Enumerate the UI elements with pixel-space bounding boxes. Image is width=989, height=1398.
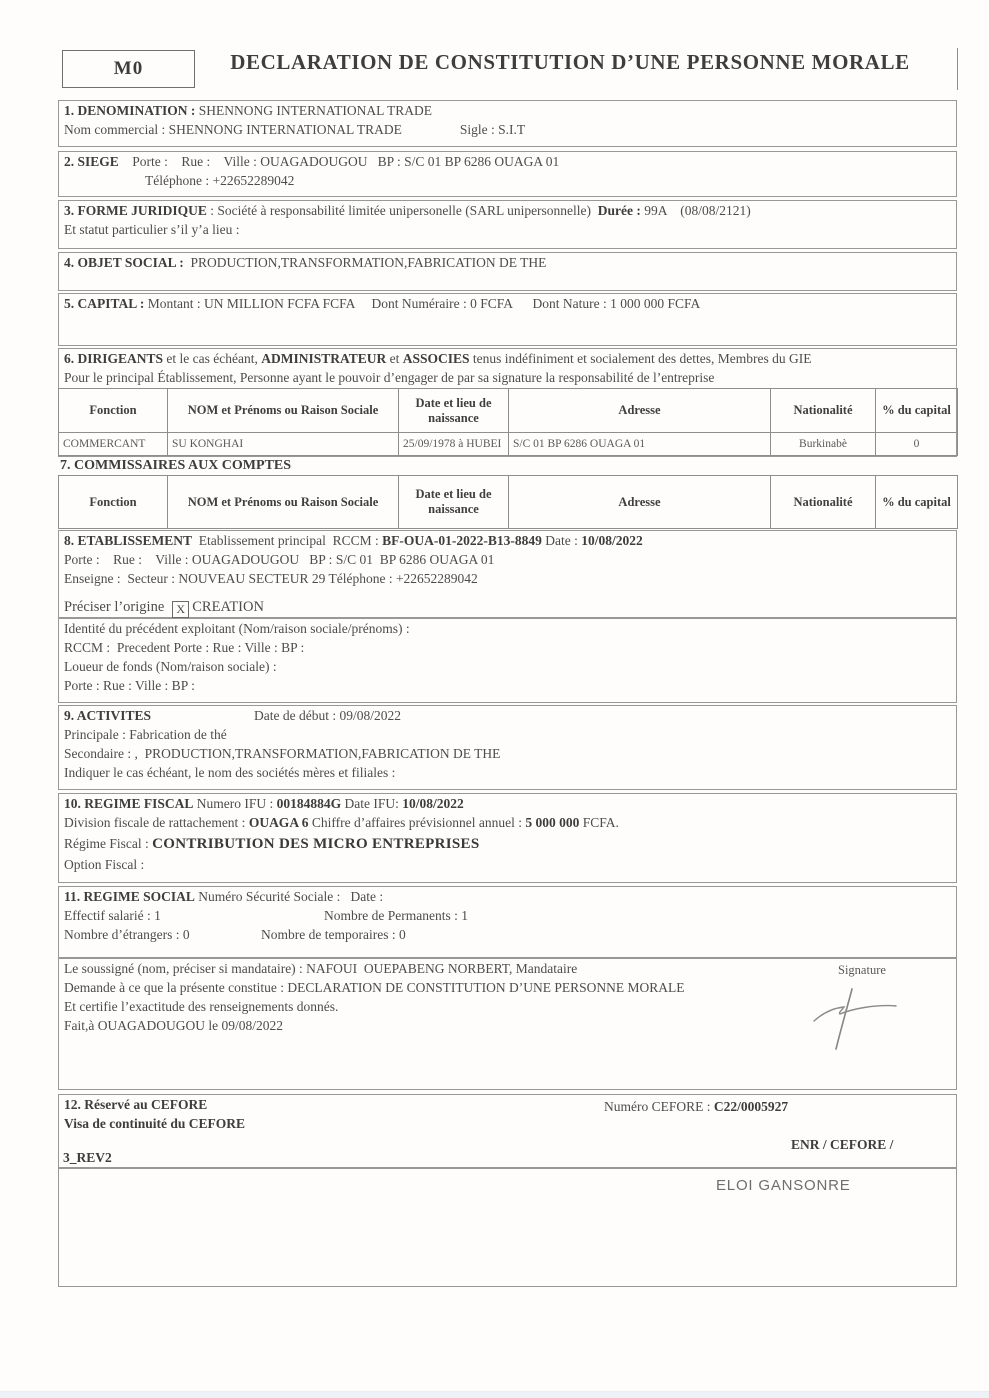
etab-line1: [59, 531, 956, 550]
etab-line3: Enseigne : Secteur : NOUVEAU SECTEUR 29 Téléphone : +22652289042: [64, 571, 478, 586]
cefore-numero: C22/0005927: [713, 1099, 789, 1114]
fiscal-regime-label: Régime Fiscal :: [64, 836, 153, 851]
dirigeants-data-row: [59, 433, 958, 456]
col-fonction: Fonction: [59, 389, 168, 433]
activites-date-debut: Date de début : 09/08/2022: [254, 708, 401, 723]
commissaires-header-row: [59, 476, 958, 529]
fiscal-line1: [59, 794, 956, 813]
section-siege: [58, 151, 957, 197]
fiscal-division-label: Division fiscale de rattachement :: [64, 815, 249, 830]
fiscal-division: OUAGA 6: [248, 815, 309, 830]
cefore-agent-name: ELOI GANSONRE: [716, 1177, 851, 1194]
capital-line1: [59, 294, 956, 313]
sigle: Sigle : S.I.T: [459, 122, 526, 137]
activites-label: 9. ACTIVITES: [64, 708, 152, 723]
precedent-line4: Porte : Rue : Ville : BP :: [64, 678, 195, 693]
fiscal-regime: CONTRIBUTION DES MICRO ENTREPRISES: [152, 836, 480, 852]
col-nom: NOM et Prénoms ou Raison Sociale: [168, 389, 399, 433]
activites-line4: Indiquer le cas échéant, le nom des sociétés mères et filiales :: [64, 765, 396, 780]
fiscal-seg4: Date IFU:: [341, 796, 403, 811]
fiscal-line3: [59, 832, 956, 855]
commissaires-table: [58, 475, 958, 529]
dirigeants-intro-line2: Pour le principal Établissement, Personne ayant le pouvoir d’engager de par sa signature la responsabilité de l’entreprise: [64, 370, 715, 385]
col-naissance: Date et lieu de naissance: [399, 389, 509, 433]
cefore-numero-label: Numéro CEFORE :: [604, 1099, 714, 1114]
cefore-line1: [59, 1095, 956, 1114]
col-adresse: Adresse: [509, 476, 771, 529]
cell-fonction: COMMERCANT: [59, 433, 168, 456]
social-line2: [59, 906, 956, 925]
col-adresse: Adresse: [509, 389, 771, 433]
fiscal-ifu: 00184884G: [276, 796, 342, 811]
dirigeants-intro-seg4: et: [386, 351, 403, 366]
social-label: 11. REGIME SOCIAL: [64, 889, 195, 904]
social-temporaires: Nombre de temporaires : 0: [261, 927, 406, 942]
precedent-line1: Identité du précédent exploitant (Nom/raison sociale/prénoms) :: [64, 621, 410, 636]
cefore-rev: 3_REV2: [63, 1150, 112, 1165]
fiscal-line4: Option Fiscal :: [64, 857, 145, 872]
col-fonction: Fonction: [59, 476, 168, 529]
cefore-numero-line: [604, 1098, 788, 1116]
duree-label: Durée :: [597, 203, 645, 218]
capital-label: 5. CAPITAL :: [64, 296, 148, 311]
social-line3: [59, 925, 956, 944]
origine-value: CREATION: [192, 599, 264, 615]
col-capital: % du capital: [876, 476, 958, 529]
denomination-label: 1. DENOMINATION :: [64, 103, 199, 118]
dirigeants-label: 6. DIRIGEANTS: [64, 351, 164, 366]
fiscal-ca-label: Chiffre d’affaires prévisionnel annuel :: [308, 815, 526, 830]
col-capital: % du capital: [876, 389, 958, 433]
col-nationalite: Nationalité: [771, 389, 876, 433]
activites-line2: Principale : Fabrication de thé: [64, 727, 227, 742]
scan-edge-artifact: [0, 1391, 989, 1398]
cefore-enr: ENR / CEFORE /: [791, 1137, 894, 1152]
declaration-line2: Demande à ce que la présente constitue : DECLARATION DE CONSTITUTION D’UNE PERSONNE MORALE: [64, 980, 685, 995]
col-nationalite: Nationalité: [771, 476, 876, 529]
capital-value: Montant : UN MILLION FCFA FCFA Dont Numéraire : 0 FCFA Dont Nature : 1 000 000 FCFA: [147, 296, 701, 311]
nom-commercial-value: SHENNONG INTERNATIONAL TRADE: [168, 122, 402, 137]
social-line1: [59, 887, 956, 906]
declaration-line4: Fait,à OUAGADOUGOU le 09/08/2022: [64, 1018, 283, 1033]
denomination-line1: [59, 101, 956, 120]
page-title: DECLARATION DE CONSTITUTION D’UNE PERSONNE MORALE: [230, 50, 910, 74]
objet-line1: [59, 253, 956, 272]
activites-line1: [59, 706, 956, 725]
fiscal-label: 10. REGIME FISCAL: [64, 796, 194, 811]
fiscal-ca-unit: FCFA.: [579, 815, 619, 830]
cell-capital: 0: [876, 433, 958, 456]
etab-seg4: Date :: [541, 533, 582, 548]
social-etrangers: Nombre d’étrangers : 0: [64, 927, 190, 942]
administrateur-label: ADMINISTRATEUR: [261, 351, 387, 366]
col-naissance: Date et lieu de naissance: [399, 476, 509, 529]
section-cefore: [58, 1094, 957, 1168]
etab-label: 8. ETABLISSEMENT: [64, 533, 193, 548]
nom-commercial-label: Nom commercial :: [64, 122, 169, 137]
dirigeants-header-row: [59, 389, 958, 433]
etab-seg2: Etablissement principal RCCM :: [192, 533, 383, 548]
form-code: M0: [113, 58, 144, 79]
section-regime-social: [58, 886, 957, 958]
siege-telephone: Téléphone : +22652289042: [145, 173, 295, 188]
etab-origine-line: [59, 597, 956, 618]
objet-value: PRODUCTION,TRANSFORMATION,FABRICATION DE THE: [187, 255, 547, 270]
col-nom: NOM et Prénoms ou Raison Sociale: [168, 476, 399, 529]
section-etablissement: [58, 530, 957, 618]
objet-label: 4. OBJET SOCIAL :: [64, 255, 188, 270]
etab-line2: Porte : Rue : Ville : OUAGADOUGOU BP : S/C 01 BP 6286 OUAGA 01: [64, 552, 495, 567]
denomination-line2: [59, 120, 956, 139]
duree-value: 99A (08/08/2121): [644, 203, 751, 218]
etab-date: 10/08/2022: [581, 533, 643, 548]
forme-label: 3. FORME JURIDIQUE: [64, 203, 207, 218]
cell-nom: SU KONGHAI: [168, 433, 399, 456]
cefore-visa: Visa de continuité du CEFORE: [64, 1116, 246, 1131]
social-permanents: Nombre de Permanents : 1: [324, 908, 468, 923]
siege-details: Porte : Rue : Ville : OUAGADOUGOU BP : S/C 01 BP 6286 OUAGA 01: [118, 154, 560, 169]
section-denomination: [58, 100, 957, 147]
siege-label: 2. SIEGE: [64, 154, 119, 169]
section-forme-juridique: [58, 200, 957, 249]
forme-value: : Société à responsabilité limitée unipersonelle (SARL unipersonnelle): [206, 203, 598, 218]
header-right-rule: [957, 48, 958, 90]
commissaires-label: 7. COMMISSAIRES AUX COMPTES: [60, 458, 292, 473]
precedent-line3: Loueur de fonds (Nom/raison sociale) :: [64, 659, 277, 674]
cell-nationalite: Burkinabè: [771, 433, 876, 456]
signature-label: Signature: [838, 963, 886, 977]
social-effectif: Effectif salarié : 1: [64, 908, 161, 923]
declaration-line3: Et certifie l’exactitude des renseignements donnés.: [64, 999, 339, 1014]
handwritten-signature: [800, 985, 910, 1055]
section-precedent-exploitant: [58, 618, 957, 703]
precedent-line2: RCCM : Precedent Porte : Rue : Ville : BP :: [64, 640, 305, 655]
fiscal-ca: 5 000 000: [525, 815, 580, 830]
social-seg2: Numéro Sécurité Sociale : Date :: [194, 889, 384, 904]
section-objet-social: [58, 252, 957, 291]
section-capital: [58, 293, 957, 346]
cell-adresse: S/C 01 BP 6286 OUAGA 01: [509, 433, 771, 456]
section-activites: [58, 705, 957, 790]
cell-naissance: 25/09/1978 à HUBEI: [399, 433, 509, 456]
forme-line2: Et statut particulier s’il y’a lieu :: [64, 222, 240, 237]
section-regime-fiscal: [58, 793, 957, 883]
declaration-line1: Le soussigné (nom, préciser si mandataire) : NAFOUI OUEPABENG NORBERT, Mandataire: [64, 961, 578, 976]
cefore-label: 12. Réservé au CEFORE: [64, 1097, 208, 1112]
forme-line1: [59, 201, 956, 220]
activites-line3: Secondaire : , PRODUCTION,TRANSFORMATION,FABRICATION DE THE: [64, 746, 501, 761]
fiscal-date-ifu: 10/08/2022: [402, 796, 464, 811]
etab-rccm: BF-OUA-01-2022-B13-8849: [382, 533, 542, 548]
dirigeants-intro-seg2: et le cas échéant,: [163, 351, 262, 366]
section-bottom-box: [58, 1168, 957, 1287]
origine-label: Préciser l’origine: [64, 599, 165, 615]
dirigeants-intro-line1: [59, 349, 956, 368]
dirigeants-table: [58, 388, 958, 456]
siege-line1: [59, 152, 956, 171]
fiscal-seg2: Numero IFU :: [193, 796, 277, 811]
associes-label: ASSOCIES: [402, 351, 470, 366]
denomination-value: SHENNONG INTERNATIONAL TRADE: [198, 103, 432, 118]
dirigeants-intro-seg6: tenus indéfiniment et socialement des dettes, Membres du GIE: [469, 351, 812, 366]
form-code-box: [62, 50, 195, 88]
origine-checkbox: X: [172, 601, 189, 618]
fiscal-line2: [59, 813, 956, 832]
